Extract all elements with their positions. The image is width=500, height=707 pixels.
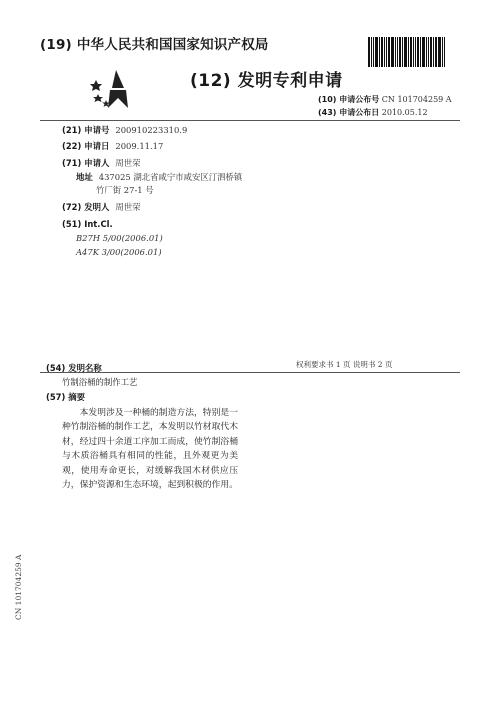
applicant-value: 周世荣 — [115, 158, 141, 168]
document-type-title: (12) 发明专利申请 — [190, 71, 343, 91]
inventor-value: 周世荣 — [115, 202, 141, 212]
barcode-bar — [444, 37, 445, 67]
barcode-bar — [426, 37, 427, 67]
barcode-bar — [415, 37, 416, 67]
barcode-bar — [399, 37, 401, 67]
application-number-label: (21) 申请号 — [62, 125, 110, 135]
address-line-1: 437025 湖北省咸宁市咸安区汀泗桥镇 — [98, 172, 243, 182]
barcode-bar — [379, 37, 380, 67]
applicant-label: (71) 申请人 — [62, 158, 110, 168]
barcode-bar — [438, 37, 441, 67]
barcode-bar — [428, 37, 429, 67]
title-label — [46, 362, 102, 375]
publication-number-value: CN 101704259 A — [381, 95, 452, 104]
publication-number-row — [318, 94, 452, 105]
inventor-label: (72) 发明人 — [62, 202, 110, 212]
barcode-bar — [371, 37, 372, 67]
ipc-code-1: B27H 5/00(2006.01) — [76, 233, 163, 243]
barcode-bar — [410, 37, 412, 67]
barcode-bar — [433, 37, 434, 67]
publication-date-label: (43) 申请公布日 — [318, 108, 380, 117]
abstract-text: 本发明涉及一种桶的制造方法，特别是一种竹制浴桶的制作工艺，本发明以竹材取代木材，经过四十余道工序加工而成，使竹制浴桶与木质浴桶具有相同的性能，且外观更为美观，使用寿命更长，对缓解我国木材供应压力，保护资源和生态环境，起到积极的作用。 — [62, 408, 238, 491]
filing-date-row — [62, 140, 163, 153]
barcode-bar — [375, 37, 378, 67]
filing-date-value: 2009.11.17 — [115, 141, 164, 151]
publication-date-value: 2010.05.12 — [381, 108, 428, 117]
barcode-bar — [404, 37, 407, 67]
barcode — [368, 37, 460, 67]
barcode-bar — [373, 37, 374, 67]
pages-divider — [40, 372, 460, 373]
barcode-bar — [442, 37, 443, 67]
header-divider — [40, 120, 460, 121]
invention-title: 竹制浴桶的制作工艺 — [62, 377, 138, 387]
barcode-bar — [420, 37, 421, 67]
address-label: 地址 — [76, 172, 93, 182]
filing-date-label: (22) 申请日 — [62, 141, 110, 151]
sidebar-publication-number: CN 101704259 A — [14, 554, 23, 620]
barcode-bar — [384, 37, 385, 67]
application-number-row — [62, 124, 187, 137]
publication-number-label: (10) 申请公布号 — [318, 95, 380, 104]
page-counts: 权利要求书 1 页 说明书 2 页 — [296, 360, 393, 369]
barcode-bar — [395, 37, 396, 67]
inventor-row — [62, 201, 140, 214]
int-cl-row — [62, 218, 113, 231]
abstract-label-row — [46, 391, 85, 404]
barcode-bar — [422, 37, 425, 67]
int-cl-label: (51) Int.Cl. — [62, 219, 113, 229]
address-line-2-row — [96, 184, 154, 197]
barcode-bar — [402, 37, 403, 67]
barcode-bar — [391, 37, 394, 67]
applicant-row — [62, 157, 140, 170]
barcode-bar — [388, 37, 390, 67]
application-number-value: 200910223310.9 — [115, 125, 188, 135]
publication-date-row — [318, 107, 428, 118]
barcode-bar — [413, 37, 414, 67]
abstract-label: (57) 摘要 — [46, 392, 85, 402]
issuing-authority: (19) 中华人民共和国国家知识产权局 — [40, 37, 269, 53]
barcode-bar — [368, 37, 370, 67]
barcode-bar — [381, 37, 383, 67]
invention-title-label: (54) 发明名称 — [46, 363, 102, 373]
barcode-bar — [386, 37, 387, 67]
barcode-bar — [397, 37, 398, 67]
barcode-bar — [408, 37, 409, 67]
ipc-code-2: A47K 3/00(2006.01) — [76, 247, 162, 257]
sipo-logo — [90, 68, 142, 112]
barcode-bar — [430, 37, 432, 67]
barcode-bar — [417, 37, 419, 67]
address-line-2: 竹厂街 27-1 号 — [96, 185, 154, 195]
address-row — [76, 171, 242, 184]
barcode-bar — [435, 37, 437, 67]
